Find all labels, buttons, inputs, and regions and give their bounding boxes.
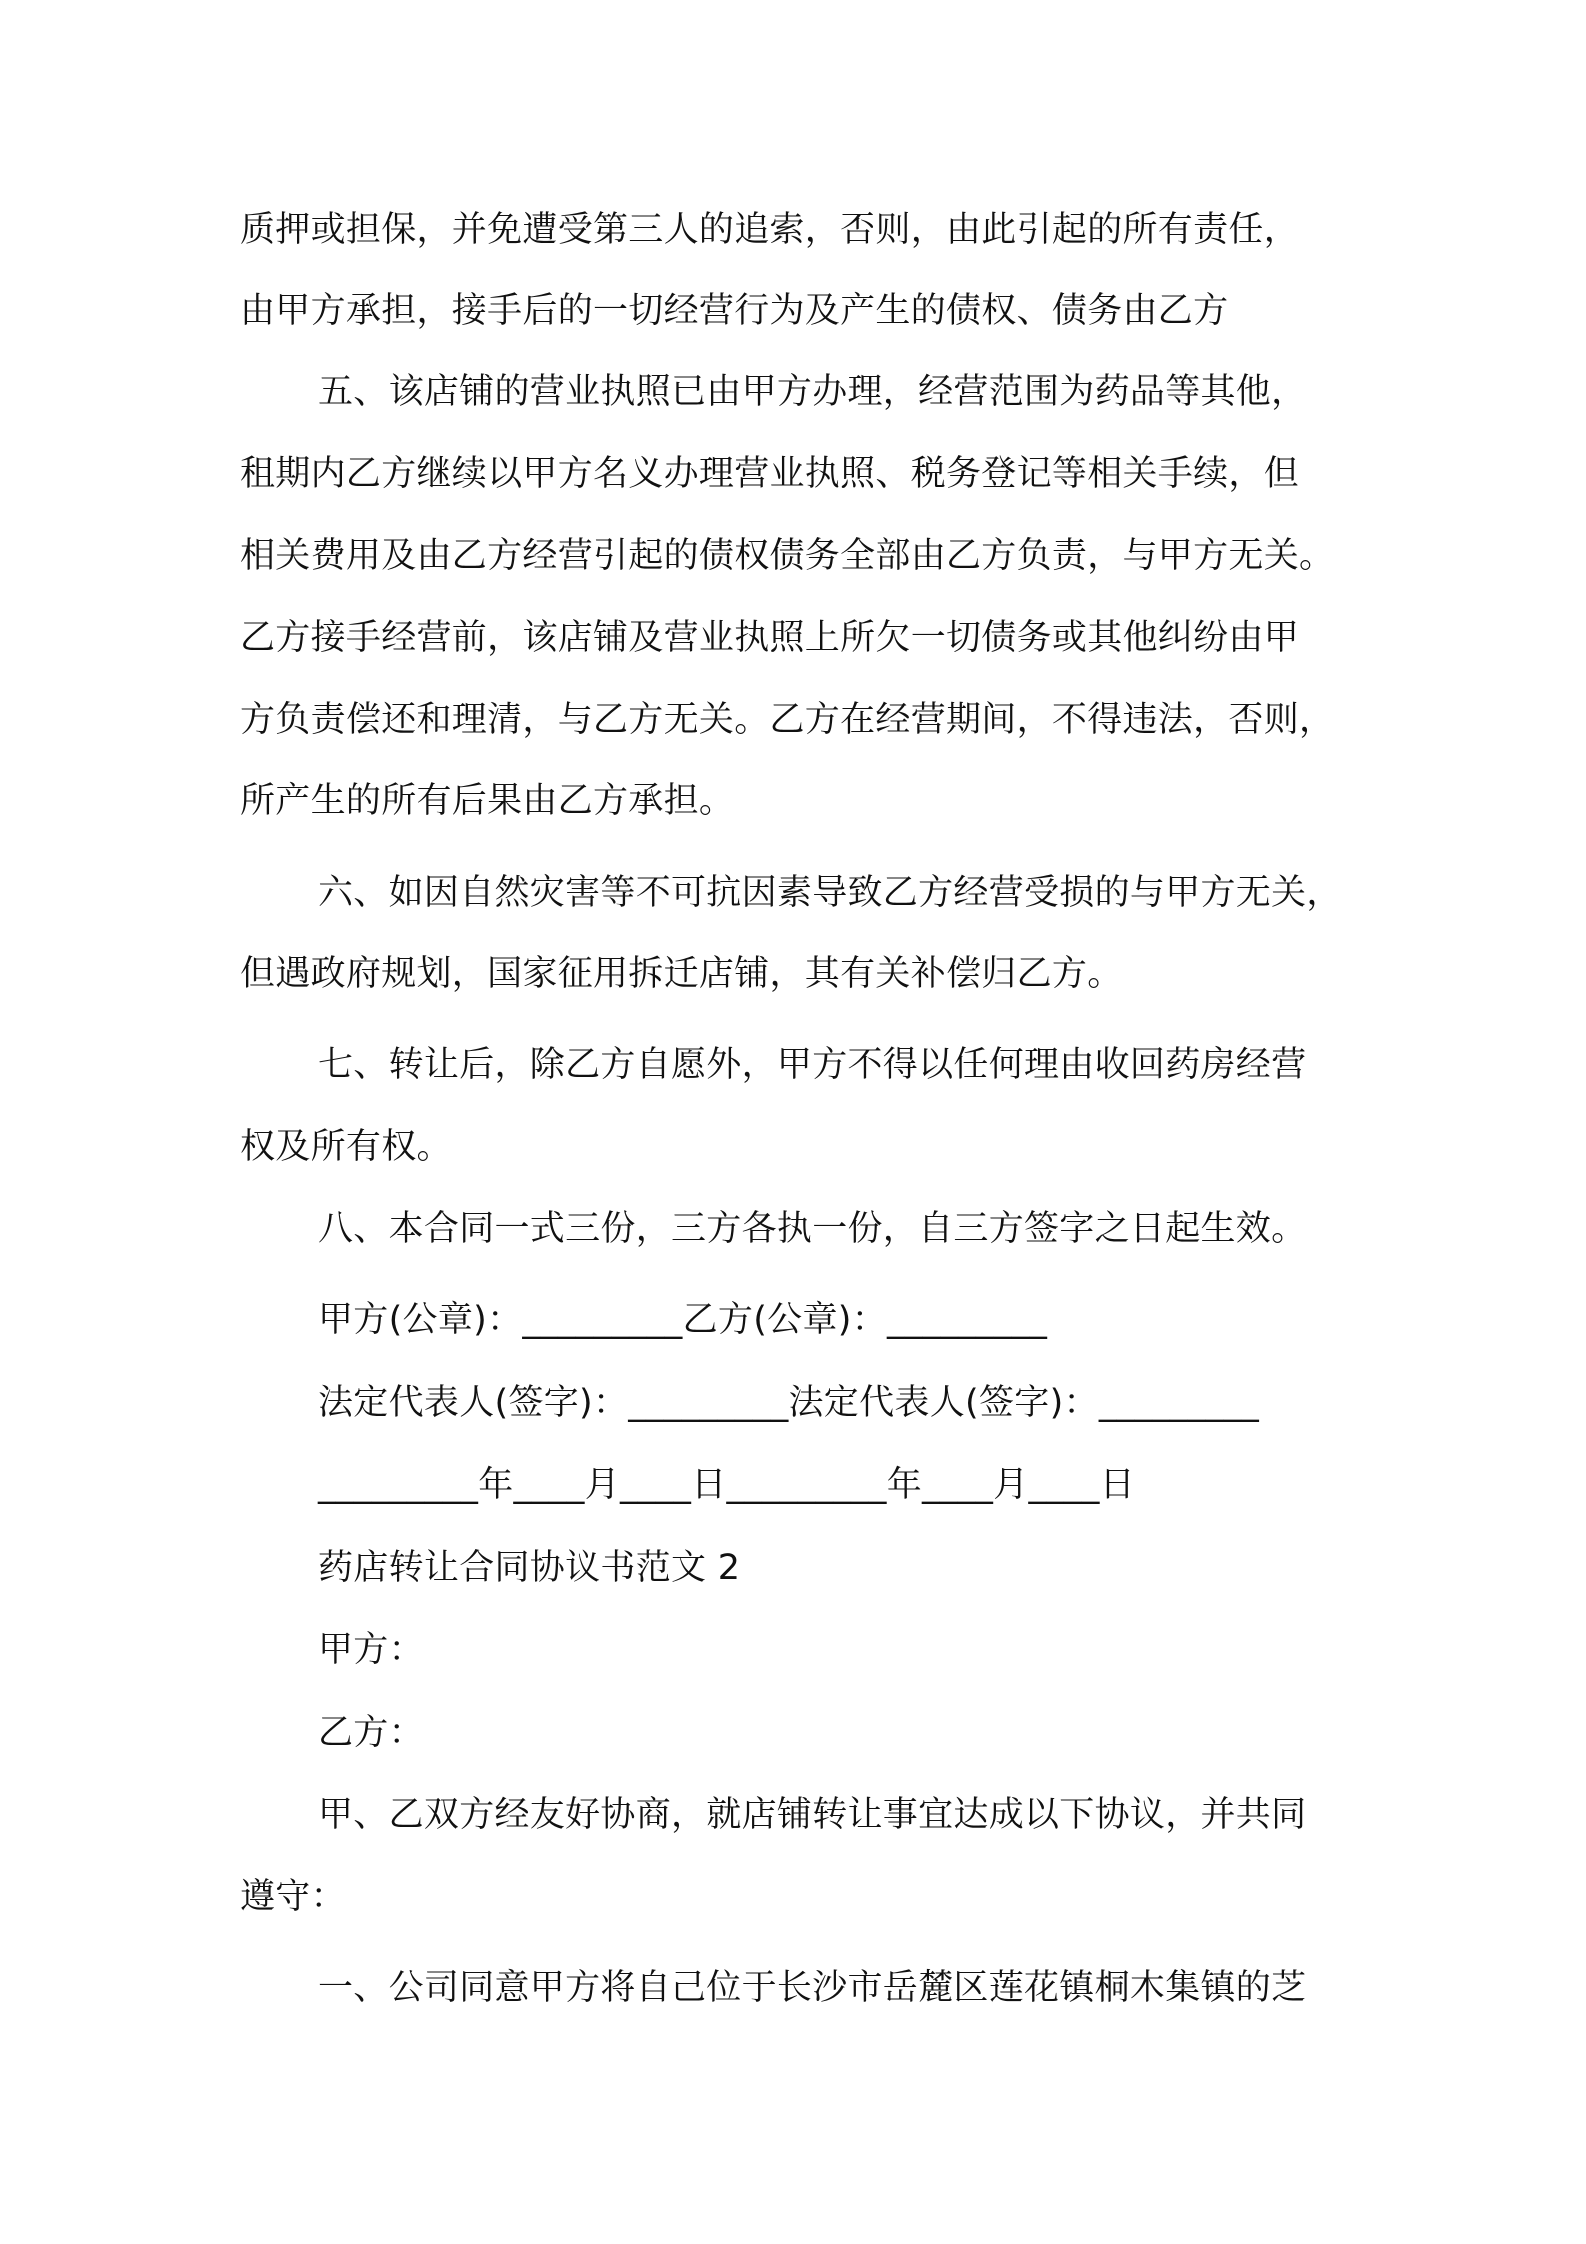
signature-date-line: _________年____月____日_________年____月____日 bbox=[318, 1465, 1135, 1505]
clause-5-line: 五、该店铺的营业执照已由甲方办理，经营范围为药品等其他， bbox=[318, 372, 1307, 412]
clause-7-line: 七、转让后，除乙方自愿外，甲方不得以任何理由收回药房经营 bbox=[318, 1045, 1307, 1085]
text-line: 权及所有权。 bbox=[240, 1127, 452, 1167]
agreement-intro-line: 甲、乙双方经友好协商，就店铺转让事宜达成以下协议，并共同 bbox=[318, 1795, 1307, 1835]
party-a-label: 甲方： bbox=[318, 1630, 424, 1670]
text-line: 相关费用及由乙方经营引起的债权债务全部由乙方负责，与甲方无关。 bbox=[240, 536, 1335, 576]
signature-representative-line: 法定代表人(签字)：_________法定代表人(签字)：_________ bbox=[318, 1383, 1260, 1423]
text-line: 质押或担保，并免遭受第三人的追索，否则，由此引起的所有责任， bbox=[240, 210, 1300, 250]
text-line: 遵守： bbox=[240, 1877, 346, 1917]
party-b-label: 乙方： bbox=[318, 1713, 424, 1753]
clause-6-line: 六、如因自然灾害等不可抗因素导致乙方经营受损的与甲方无关， bbox=[318, 873, 1342, 913]
clause-1-line: 一、公司同意甲方将自己位于长沙市岳麓区莲花镇桐木集镇的芝 bbox=[318, 1968, 1307, 2008]
text-line: 乙方接手经营前，该店铺及营业执照上所欠一切债务或其他纠纷由甲 bbox=[240, 618, 1300, 658]
text-line: 方负责偿还和理清，与乙方无关。乙方在经营期间，不得违法，否则， bbox=[240, 700, 1335, 740]
text-line: 但遇政府规划，国家征用拆迁店铺，其有关补偿归乙方。 bbox=[240, 954, 1123, 994]
text-line: 由甲方承担，接手后的一切经营行为及产生的债权、债务由乙方 bbox=[240, 291, 1229, 331]
text-line: 租期内乙方继续以甲方名义办理营业执照、税务登记等相关手续，但 bbox=[240, 454, 1300, 494]
section-title: 药店转让合同协议书范文 2 bbox=[318, 1548, 741, 1588]
clause-8-line: 八、本合同一式三份，三方各执一份，自三方签字之日起生效。 bbox=[318, 1209, 1307, 1249]
signature-seal-line: 甲方(公章)：_________乙方(公章)：_________ bbox=[318, 1300, 1048, 1340]
text-line: 所产生的所有后果由乙方承担。 bbox=[240, 781, 735, 821]
